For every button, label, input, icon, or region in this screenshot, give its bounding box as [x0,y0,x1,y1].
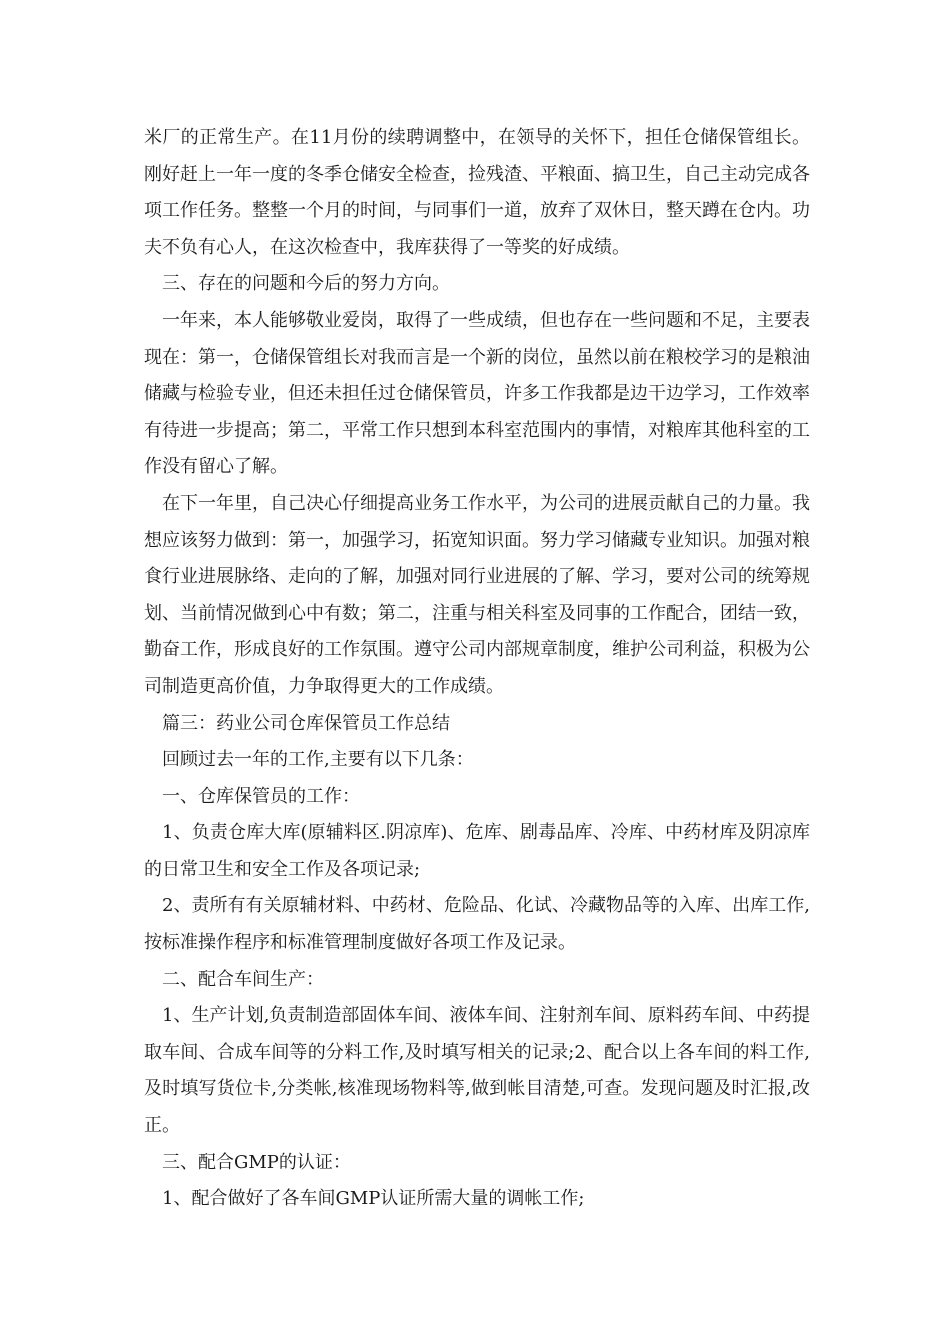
paragraph-review-intro: 回顾过去一年的工作,主要有以下几条： [162,749,474,771]
document-body [144,120,810,1218]
list-item-warehouse-duty-1: 1、负责仓库大库(原辅料区.阴凉库)、危库、剧毒品库、冷库、中药材库及阴凉库的日常卫生和安全工作及各项记录; [144,822,810,880]
heading-warehouse-keeper-work: 一、仓库保管员的工作： [162,785,360,807]
paragraph-shortcomings: 一年来，本人能够敬业爱岗，取得了一些成绩，但也存在一些问题和不足，主要表现在：第一，仓储保管组长对我而言是一个新的岗位，虽然以前在粮校学习的是粮油储藏与检验专业，但还未担任过仓储保管员，许多工作我都是边干边学习，工作效率有待进一步提高；第二，平常工作只想到本科室范围内的事情，对粮库其他科室的工作没有留心了解。 [144,309,810,478]
list-item-warehouse-duty-2: 2、责所有有关原辅材料、中药材、危险品、化试、冷藏物品等的入库、出库工作,按标准操作程序和标准管理制度做好各项工作及记录。 [144,895,810,954]
heading-part-three-title: 篇三：药业公司仓库保管员工作总结 [162,712,450,734]
heading-problems-and-direction: 三、存在的问题和今后的努力方向。 [162,273,450,295]
paragraph-rice-plant-work: 米厂的正常生产。在11月份的续聘调整中，在领导的关怀下，担任仓储保管组长。刚好赶上一年一度的冬季仓储安全检查，捡残渣、平粮面、搞卫生，自己主动完成各项工作任务。整整一个月的时间，与同事们一道，放弃了双休日，整天蹲在仓内。功夫不负有心人，在这次检查中，我库获得了一等奖的好成绩。 [144,127,810,258]
heading-workshop-production: 二、配合车间生产： [162,968,324,990]
list-item-gmp-accounts: 1、配合做好了各车间GMP认证所需大量的调帐工作; [162,1188,585,1210]
list-item-production-plan: 1、生产计划,负责制造部固体车间、液体车间、注射剂车间、原料药车间、中药提取车间、合成车间等的分料工作,及时填写相关的记录;2、配合以上各车间的料工作,及时填写货位卡,分类帐,核准现场物料等,做到帐目清楚,可查。发现问题及时汇报,改正。 [144,1005,810,1137]
heading-gmp-certification: 三、配合GMP的认证： [162,1151,351,1173]
paragraph-next-year-plan: 在下一年里，自己决心仔细提高业务工作水平，为公司的进展贡献自己的力量。我想应该努力做到：第一，加强学习，拓宽知识面。努力学习储藏专业知识。加强对粮食行业进展脉络、走向的了解，加强对同行业进展的了解、学习，要对公司的统筹规划、当前情况做到心中有数；第二，注重与相关科室及同事的工作配合，团结一致，勤奋工作，形成良好的工作氛围。遵守公司内部规章制度，维护公司利益，积极为公司制造更高价值，力争取得更大的工作成绩。 [144,492,810,697]
